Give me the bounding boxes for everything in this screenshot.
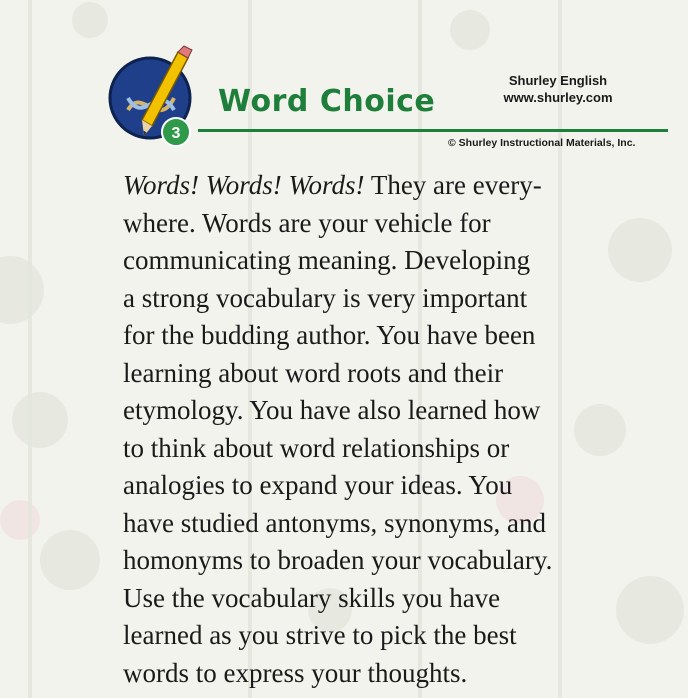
body-line: to think about word relationships or [123,432,510,463]
line1-rest: They are every- [364,170,542,200]
body-line: learning about word roots and their [123,357,504,388]
body-line: words to express your thoughts. [123,657,468,688]
brand-url: www.shurley.com [503,90,613,105]
word-choice-logo [106,42,204,152]
body-line: homonyms to broaden your vocabulary. [123,545,553,575]
body-line: communicating meaning. Developing [123,245,531,275]
body-line: learned as you strive to pick the best [123,620,517,650]
body-line: have studied antonyms, synonyms, and [123,507,546,538]
body-line [123,167,643,205]
body-line: Use the vocabulary skills you have [123,582,501,613]
number-badge-icon [162,118,190,146]
body-line: etymology. You have also learned how [123,395,541,425]
page-title: Word Choice [218,84,436,119]
header-divider [198,129,668,132]
copyright-notice: © Shurley Instructional Materials, Inc. [448,137,636,149]
body-line: a strong vocabulary is very important [123,282,528,313]
body-line: analogies to expand your ideas. You [123,470,513,500]
intro-italic: Words! Words! Words! [123,170,365,200]
body-line: for the budding author. You have been [123,320,536,350]
brand-name: Shurley English [508,73,608,88]
badge-number: 3 [171,125,181,142]
brand-block [488,72,628,106]
body-line: where. Words are your vehicle for [123,207,491,238]
body-paragraph [123,167,643,692]
